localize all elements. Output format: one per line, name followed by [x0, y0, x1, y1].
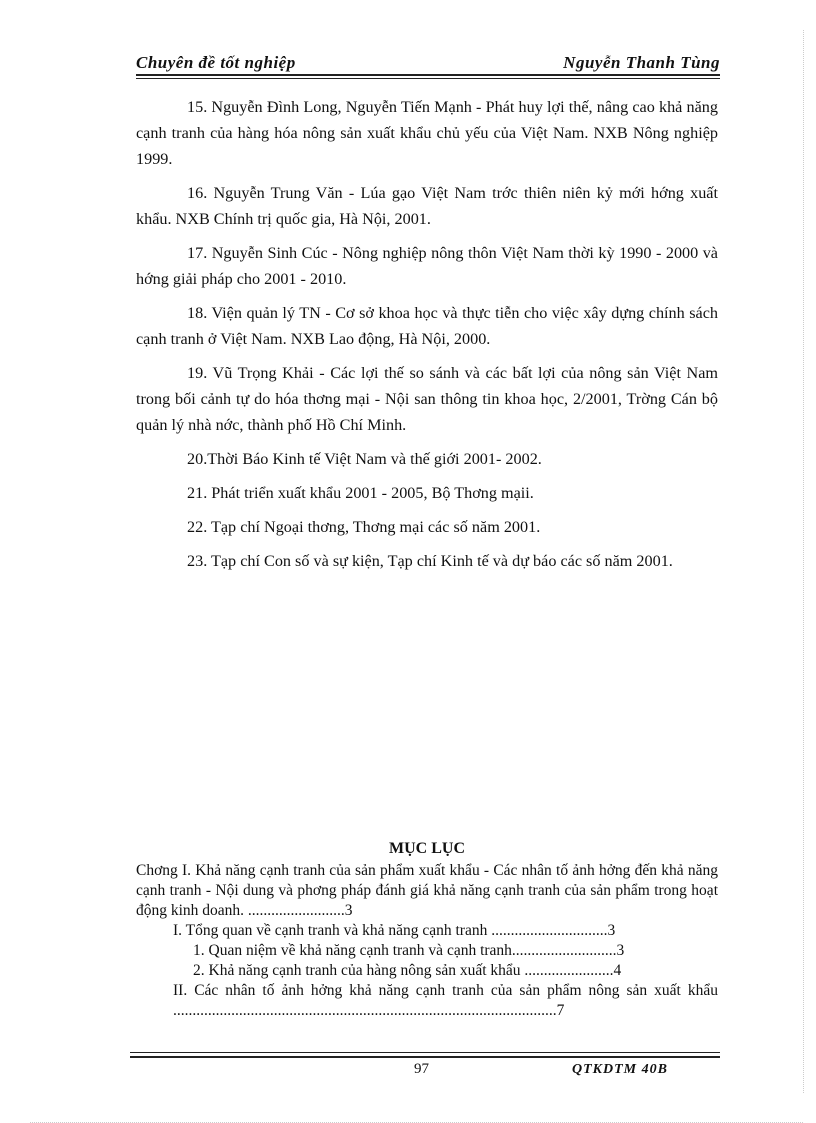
header-left-title: Chuyên đề tốt nghiệp — [136, 53, 296, 72]
reference-item: 17. Nguyễn Sinh Cúc - Nông nghiệp nông thôn Việt Nam thời kỳ 1990 - 2000 và hớng giải pháp cho 2001 - 2010. — [136, 244, 718, 288]
reference-item: 21. Phát triển xuất khẩu 2001 - 2005, Bộ Thơng mạii. — [187, 484, 534, 502]
footer-rule-thin — [130, 1052, 720, 1053]
reference-item: 20.Thời Báo Kinh tế Việt Nam và thế giới 2001- 2002. — [187, 450, 542, 468]
reference-item: 22. Tạp chí Ngoại thơng, Thơng mại các số năm 2001. — [187, 518, 541, 536]
footer-rule-thick — [130, 1056, 720, 1058]
reference-item: 23. Tạp chí Con số và sự kiện, Tạp chí Kinh tế và dự báo các số năm 2001. — [187, 552, 673, 570]
toc-entry: 1. Quan niệm về khả năng cạnh tranh và cạnh tranh...........................3 — [193, 942, 625, 959]
toc-entry: I. Tổng quan về cạnh tranh và khả năng cạnh tranh ..............................3 — [173, 922, 616, 939]
reference-item: 18. Viện quản lý TN - Cơ sở khoa học và thực tiễn cho việc xây dựng chính sách cạnh tranh ở Việt Nam. NXB Lao động, Hà Nội, 2000. — [136, 304, 718, 348]
toc-entry: 2. Khả năng cạnh tranh của hàng nông sản xuất khẩu .......................4 — [193, 962, 622, 979]
toc-title: MỤC LỤC — [389, 840, 465, 857]
page-header — [136, 49, 720, 73]
header-rule-thin — [136, 78, 720, 79]
header-rule-thick — [136, 74, 720, 76]
page-edge-vertical — [803, 30, 804, 1093]
page-number: 97 — [414, 1061, 429, 1077]
reference-item: 16. Nguyễn Trung Văn - Lúa gạo Việt Nam trớc thiên niên kỷ mới hớng xuất khẩu. NXB Chính trị quốc gia, Hà Nội, 2001. — [136, 184, 718, 228]
reference-item: 19. Vũ Trọng Khải - Các lợi thế so sánh và các bất lợi của nông sản Việt Nam trong bối cảnh tự do hóa thơng mại - Nội san thông tin khoa học, 2/2001, Trờng Cán bộ quản lý nhà nớc, thành phố Hồ Chí Minh. — [136, 364, 718, 434]
toc-entry: Chơng I. Khả năng cạnh tranh của sản phẩm xuất khẩu - Các nhân tố ảnh hởng đến khả năng cạnh tranh - Nội dung và phơng pháp đánh giá khả năng cạnh tranh của sản phẩm trong hoạt động kinh doanh. .........................3 — [136, 862, 718, 919]
references-list — [136, 94, 718, 582]
toc-entry: II. Các nhân tố ảnh hởng khả năng cạnh tranh của sản phẩm nông sản xuất khẩu ...................................................................................................7 — [173, 982, 718, 1019]
header-right-author: Nguyễn Thanh Tùng — [563, 53, 720, 72]
reference-item: 15. Nguyễn Đình Long, Nguyễn Tiến Mạnh - Phát huy lợi thế, nâng cao khả năng cạnh tranh của hàng hóa nông sản xuất khẩu chủ yếu của Việt Nam. NXB Nông nghiệp 1999. — [136, 98, 718, 168]
footer-class-code: QTKDTM 40B — [572, 1062, 668, 1077]
table-of-contents — [136, 861, 718, 1021]
